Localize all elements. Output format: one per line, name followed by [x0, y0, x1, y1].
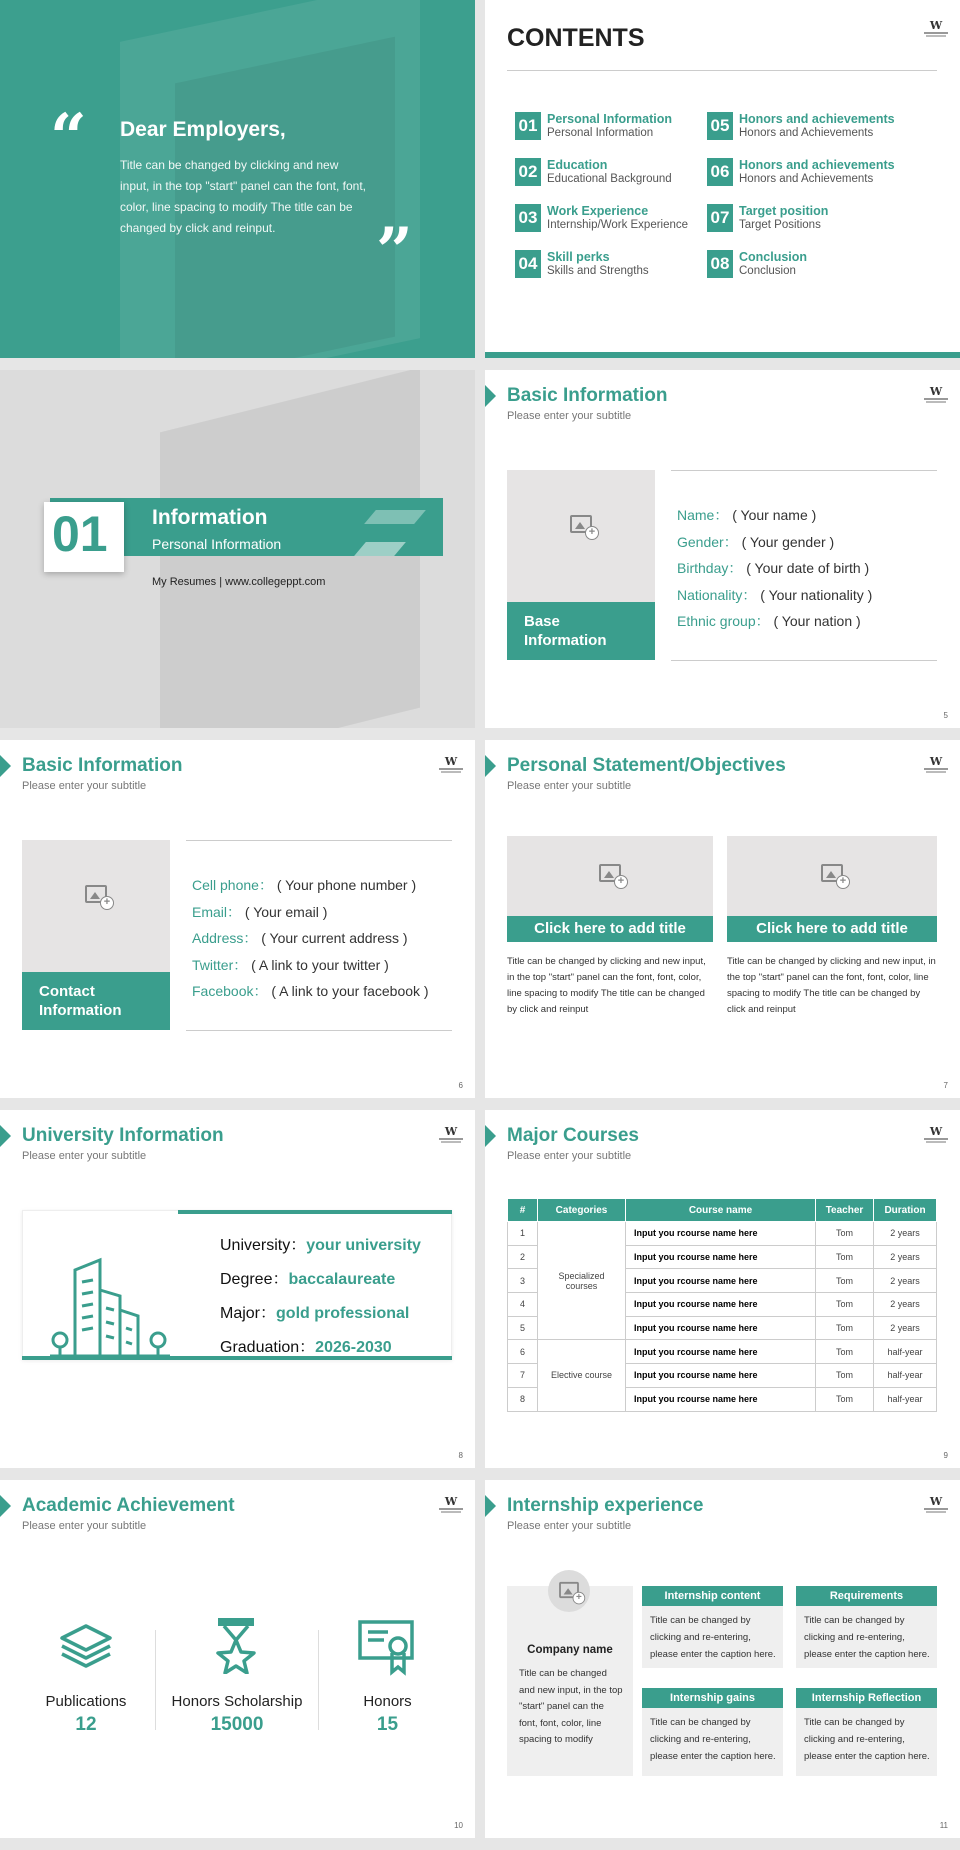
slide-title: Personal Statement/Objectives	[507, 755, 786, 776]
duration: 2 years	[874, 1245, 937, 1269]
slide-title: Academic Achievement	[22, 1495, 235, 1516]
row-number: 5	[508, 1316, 538, 1340]
university-key: University：	[220, 1237, 307, 1254]
slide-title: Internship experience	[507, 1495, 704, 1516]
slide-personal-statement	[485, 740, 960, 1098]
image-add-icon[interactable]	[570, 515, 592, 533]
logo: W	[922, 756, 950, 776]
page-number: 11	[939, 1821, 948, 1830]
course-name[interactable]: Input you rcourse name here	[626, 1387, 816, 1411]
duration: 2 years	[874, 1222, 937, 1246]
table-row	[508, 1340, 937, 1364]
university-key: Major：	[220, 1305, 277, 1322]
info-key: Nationality：	[677, 586, 757, 603]
duration: half-year	[874, 1340, 937, 1364]
university-row	[220, 1300, 409, 1323]
info-row	[677, 558, 869, 578]
contents-item[interactable]	[707, 158, 897, 188]
info-row	[192, 902, 327, 922]
slide-title: Basic Information	[507, 385, 668, 406]
books-icon	[58, 1622, 114, 1672]
page-number: 7	[943, 1081, 948, 1090]
info-key: Name：	[677, 507, 729, 523]
slide-title: Major Courses	[507, 1125, 639, 1146]
info-value[interactable]: ( Your phone number )	[276, 877, 417, 893]
contents-item[interactable]	[707, 250, 897, 280]
info-key: Birthday：	[677, 560, 743, 576]
teacher: Tom	[816, 1364, 874, 1388]
contents-item-sub: Conclusion	[739, 265, 796, 277]
contents-item-sub: Honors and Achievements	[739, 127, 874, 139]
course-name[interactable]: Input you rcourse name here	[626, 1364, 816, 1388]
stat-value: 15000	[210, 1714, 264, 1735]
info-row	[192, 875, 416, 895]
open-quote-icon: “	[50, 100, 87, 175]
page-number: 8	[458, 1451, 463, 1460]
page-number: 9	[943, 1451, 948, 1460]
header-arrow-icon	[0, 755, 11, 777]
category-cell: Elective course	[538, 1340, 626, 1411]
slide-cover	[0, 0, 475, 358]
duration: half-year	[874, 1387, 937, 1411]
info-row	[677, 505, 816, 525]
page-number: 6	[458, 1081, 463, 1090]
card-top-bar	[178, 1210, 452, 1214]
contents-item-title: Personal Information	[547, 112, 673, 126]
table-header-row	[508, 1199, 937, 1222]
contents-num: 01	[515, 112, 541, 140]
col-header: Duration	[874, 1199, 937, 1222]
slide-internship	[485, 1480, 960, 1838]
contents-item-sub: Skills and Strengths	[547, 265, 649, 277]
info-value[interactable]: ( A link to your facebook )	[271, 983, 429, 999]
col-header: Course name	[626, 1199, 816, 1222]
image-add-icon[interactable]	[821, 864, 843, 882]
info-box-title: Internship gains	[642, 1688, 783, 1708]
teacher: Tom	[816, 1340, 874, 1364]
contents-num: 03	[515, 204, 541, 232]
contents-num: 08	[707, 250, 733, 278]
contents-item-sub: Personal Information	[547, 127, 654, 139]
slide-subtitle: Please enter your subtitle	[22, 1520, 147, 1532]
slide-title: University Information	[22, 1125, 224, 1146]
info-key: Gender：	[677, 533, 738, 550]
base-info-block: Base Information	[507, 602, 655, 660]
info-key: Ethnic group：	[677, 613, 770, 629]
duration: 2 years	[874, 1269, 937, 1293]
contents-num: 07	[707, 204, 733, 232]
company-text: Title can be changed and new input, in the top "start" panel can the font, font, color, line spacing to modify	[519, 1668, 623, 1745]
duration: half-year	[874, 1364, 937, 1388]
divider-bottom	[671, 660, 937, 661]
logo: W	[437, 1496, 465, 1516]
slide-subtitle: Please enter your subtitle	[507, 1520, 632, 1532]
close-quote-icon: ”	[376, 214, 413, 289]
stat-value: 12	[75, 1714, 97, 1735]
table-row	[508, 1222, 937, 1246]
logo: W	[922, 1496, 950, 1516]
university-row	[220, 1266, 395, 1289]
university-row	[220, 1232, 421, 1255]
info-value[interactable]: ( Your email )	[244, 903, 328, 920]
teacher: Tom	[816, 1222, 874, 1246]
bottom-bar	[485, 352, 960, 358]
university-row	[220, 1334, 392, 1357]
card-title[interactable]: Click here to add title	[727, 916, 937, 942]
info-box-title: Requirements	[796, 1586, 937, 1606]
row-number: 3	[508, 1269, 538, 1293]
info-value[interactable]: ( Your current address )	[261, 930, 408, 946]
header-arrow-icon	[0, 1495, 11, 1517]
category-cell: Specialized courses	[538, 1222, 626, 1340]
contact-info-block: Contact Information	[22, 972, 170, 1030]
section-subtitle: Personal Information	[152, 536, 282, 552]
stat-divider	[318, 1630, 319, 1730]
page-number: 10	[454, 1821, 463, 1830]
contents-item-sub: Internship/Work Experience	[547, 219, 689, 231]
duration: 2 years	[874, 1316, 937, 1340]
slide-subtitle: Please enter your subtitle	[507, 1150, 632, 1162]
info-box-title: Internship content	[642, 1586, 783, 1606]
row-number: 2	[508, 1245, 538, 1269]
row-number: 4	[508, 1293, 538, 1317]
slide-heading: Dear Employers,	[120, 118, 286, 141]
logo: W	[922, 20, 950, 40]
contents-item-title: Honors and achievements	[739, 158, 895, 172]
header-arrow-icon	[485, 385, 496, 407]
university-value[interactable]: your university	[306, 1237, 421, 1254]
col-header: #	[508, 1199, 538, 1222]
contents-item-title: Education	[547, 158, 608, 172]
info-box-text: Title can be changed by clicking and re-entering, please enter the caption here.	[650, 1717, 776, 1762]
duration: 2 years	[874, 1293, 937, 1317]
card-title[interactable]: Click here to add title	[507, 916, 713, 942]
slide-major-courses	[485, 1110, 960, 1468]
header-arrow-icon	[0, 1125, 11, 1147]
header-arrow-icon	[485, 1495, 496, 1517]
info-value[interactable]: ( Your date of birth )	[746, 560, 870, 576]
divider-top	[186, 840, 452, 841]
contents-item-sub: Educational Background	[547, 173, 672, 185]
image-add-icon[interactable]	[599, 864, 621, 882]
row-number: 8	[508, 1387, 538, 1411]
page-number: 5	[943, 711, 948, 720]
contents-item-sub: Target Positions	[739, 219, 821, 231]
info-row	[192, 981, 429, 1001]
info-row	[677, 585, 872, 605]
slide-title: Basic Information	[22, 755, 183, 776]
logo: W	[437, 1126, 465, 1146]
stat-value: 15	[376, 1714, 399, 1735]
info-box-title: Internship Reflection	[796, 1688, 937, 1708]
teacher: Tom	[816, 1269, 874, 1293]
info-key: Facebook：	[192, 983, 268, 999]
info-value[interactable]: ( Your nation )	[773, 613, 861, 629]
contents-item[interactable]	[515, 250, 705, 280]
info-value[interactable]: ( Your nationality )	[760, 586, 873, 603]
info-box-text: Title can be changed by clicking and re-entering, please enter the caption here.	[804, 1717, 930, 1762]
teacher: Tom	[816, 1316, 874, 1340]
certificate-icon	[358, 1620, 416, 1676]
slide-body: Title can be changed by clicking and new input, in the top "start" panel can the font, font, color, line spacing to modify The title can be changed by click and reinput.	[120, 158, 367, 235]
contents-item-title: Skill perks	[547, 250, 610, 264]
header-arrow-icon	[485, 1125, 496, 1147]
slide-basic-info	[485, 370, 960, 728]
divider-top	[671, 470, 937, 471]
info-row	[677, 611, 861, 631]
slide-subtitle: Please enter your subtitle	[507, 410, 632, 422]
teacher: Tom	[816, 1245, 874, 1269]
stat-divider	[155, 1630, 156, 1730]
col-header: Categories	[538, 1199, 626, 1222]
contents-item-title: Conclusion	[739, 250, 808, 264]
contents-num: 05	[707, 112, 733, 140]
contents-num: 04	[515, 250, 541, 278]
course-name[interactable]: Input you rcourse name here	[626, 1293, 816, 1317]
slide-university-info	[0, 1110, 475, 1468]
info-key: Address：	[192, 930, 258, 946]
slide-subtitle: Please enter your subtitle	[22, 1150, 147, 1162]
card-text: Title can be changed by clicking and new input, in the top "start" panel can the font, font, color, line spacing to modify The title can be changed by click and reinput	[727, 956, 936, 1015]
info-box-text: Title can be changed by clicking and re-entering, please enter the caption here.	[804, 1615, 930, 1660]
info-box-text: Title can be changed by clicking and re-entering, please enter the caption here.	[650, 1615, 776, 1660]
info-row	[677, 532, 834, 552]
table-body	[508, 1222, 937, 1412]
course-name[interactable]: Input you rcourse name here	[626, 1269, 816, 1293]
slide-section	[0, 370, 475, 728]
logo: W	[922, 1126, 950, 1146]
info-value[interactable]: ( A link to your twitter )	[251, 956, 389, 973]
teacher: Tom	[816, 1293, 874, 1317]
info-row	[192, 928, 408, 948]
medal-icon	[214, 1616, 258, 1674]
company-name: Company name	[527, 1644, 613, 1656]
info-key: Email：	[192, 903, 242, 920]
info-value[interactable]: ( Your name )	[732, 507, 817, 523]
card-text: Title can be changed by clicking and new input, in the top "start" panel can the font, font, color, line spacing to modify The title can be changed by click and reinput	[507, 956, 706, 1015]
contents-item[interactable]	[707, 112, 897, 142]
contents-divider	[507, 70, 937, 71]
divider-bottom	[186, 1030, 452, 1031]
university-value[interactable]: 2026-2030	[315, 1339, 392, 1356]
course-name[interactable]: Input you rcourse name here	[626, 1245, 816, 1269]
stat-label: Honors Scholarship	[171, 1693, 303, 1710]
contents-item[interactable]	[707, 204, 897, 234]
contents-item[interactable]	[515, 204, 705, 234]
university-value[interactable]: gold professional	[276, 1305, 410, 1322]
info-key: Twitter：	[192, 956, 248, 973]
info-key: Cell phone：	[192, 877, 273, 893]
contents-item-title: Target position	[739, 204, 829, 218]
slide-contents	[485, 0, 960, 358]
course-name[interactable]: Input you rcourse name here	[626, 1340, 816, 1364]
image-add-icon[interactable]	[85, 885, 107, 903]
university-key: Graduation：	[220, 1339, 316, 1356]
slide-subtitle: Please enter your subtitle	[507, 780, 632, 792]
course-name[interactable]: Input you rcourse name here	[626, 1316, 816, 1340]
contents-num: 06	[707, 158, 733, 186]
contents-item-sub: Honors and Achievements	[739, 173, 874, 185]
col-header: Teacher	[816, 1199, 874, 1222]
image-add-icon[interactable]	[559, 1582, 579, 1598]
logo: W	[922, 386, 950, 406]
row-number: 1	[508, 1222, 538, 1246]
building-icon	[50, 1250, 170, 1358]
stat-label: Publications	[45, 1693, 127, 1710]
teacher: Tom	[816, 1387, 874, 1411]
course-name[interactable]: Input you rcourse name here	[626, 1222, 816, 1246]
contents-num: 02	[515, 158, 541, 186]
university-value[interactable]: baccalaureate	[288, 1271, 396, 1288]
slide-contact-info	[0, 740, 475, 1098]
info-row	[192, 955, 389, 975]
contents-item[interactable]	[515, 112, 705, 142]
section-title: Information	[152, 506, 268, 529]
university-key: Degree：	[220, 1271, 289, 1288]
contents-item-title: Honors and achievements	[739, 112, 895, 126]
section-footer: My Resumes | www.collegeppt.com	[152, 576, 326, 588]
logo: W	[437, 756, 465, 776]
courses-table	[507, 1198, 937, 1412]
slide-subtitle: Please enter your subtitle	[22, 780, 147, 792]
contents-item-title: Work Experience	[547, 204, 649, 218]
stat-label: Honors	[363, 1693, 412, 1710]
contents-item[interactable]	[515, 158, 705, 188]
row-number: 6	[508, 1340, 538, 1364]
section-number: 01	[52, 506, 108, 562]
contents-title: CONTENTS	[507, 24, 645, 52]
row-number: 7	[508, 1364, 538, 1388]
info-value[interactable]: ( Your gender )	[741, 533, 835, 550]
header-arrow-icon	[485, 755, 496, 777]
slide-academic	[0, 1480, 475, 1838]
